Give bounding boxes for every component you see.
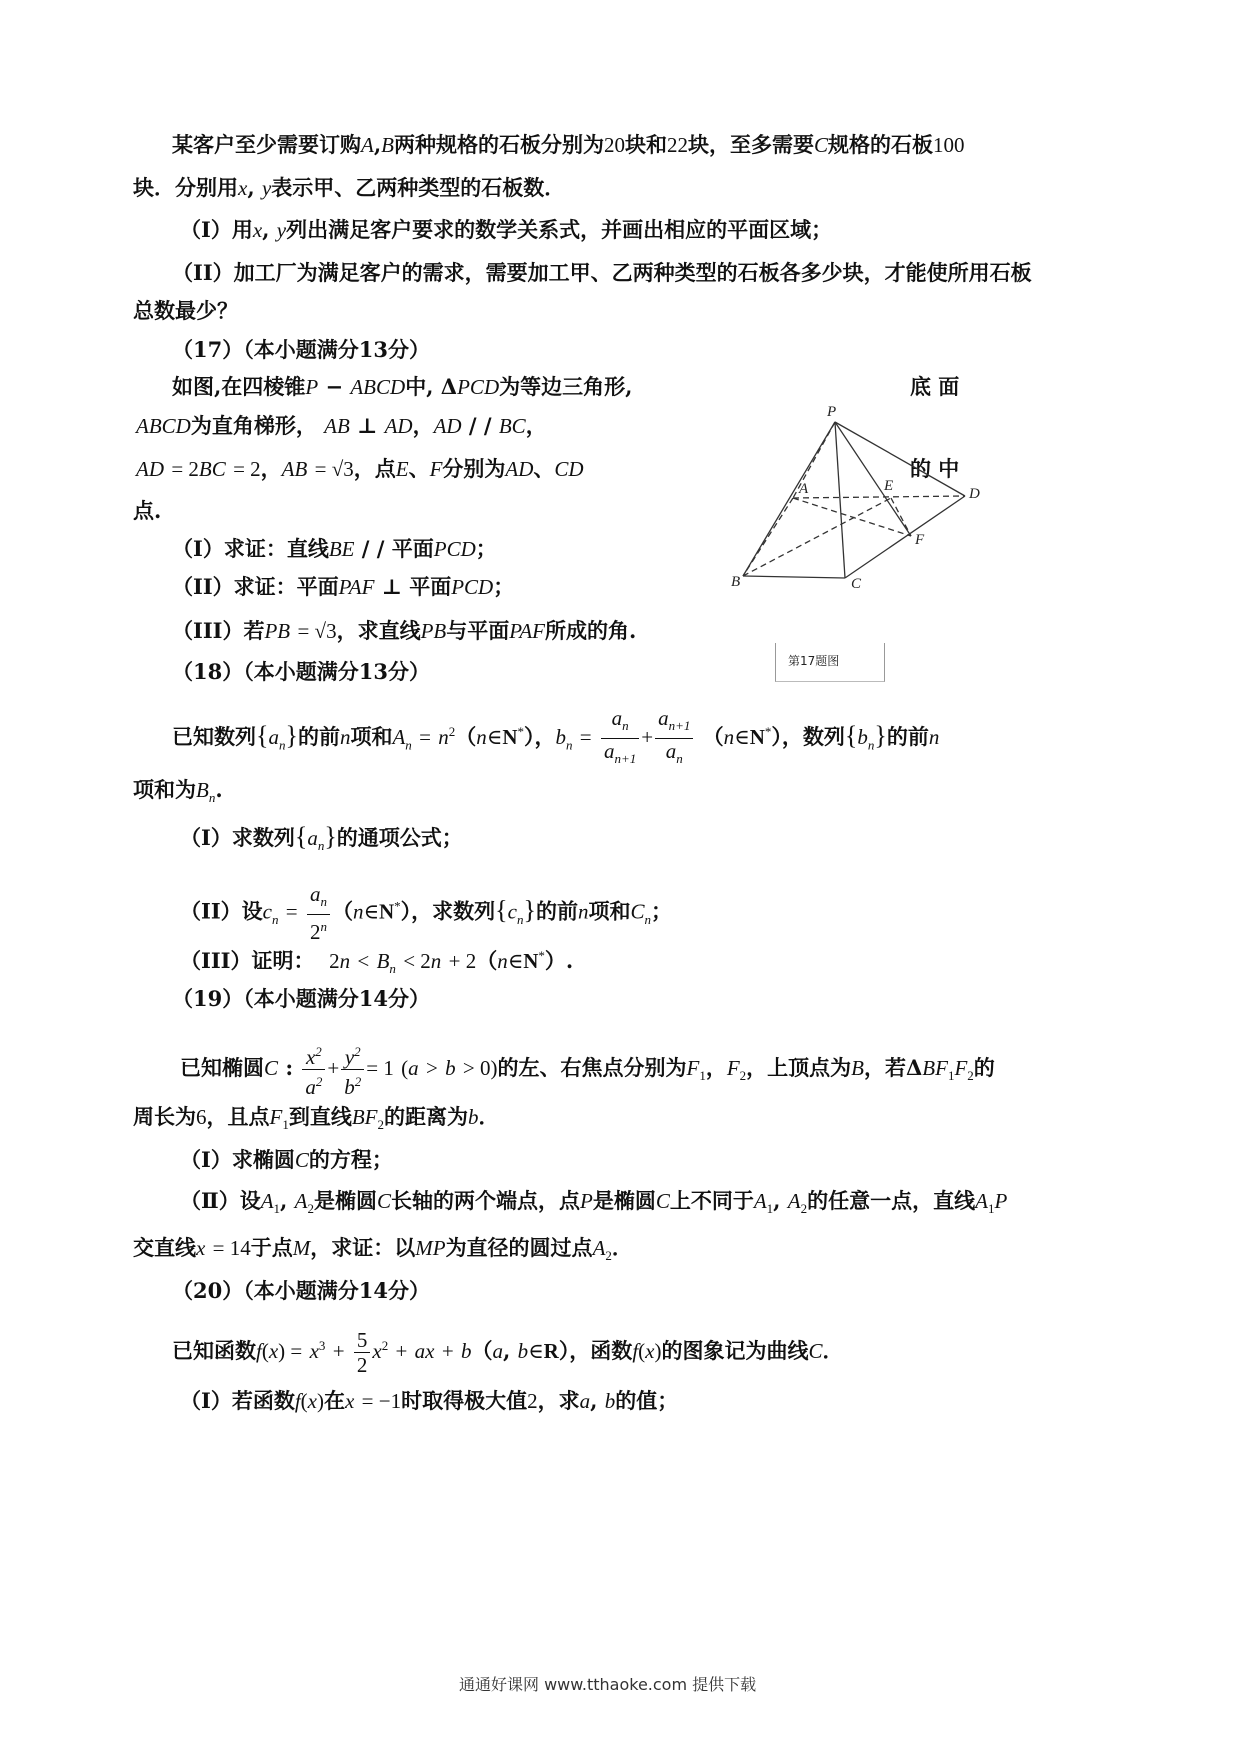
edge-PB [743, 422, 835, 576]
q17-line-3-right: 的 中 [910, 456, 960, 481]
frac-an1-over-an: $\frac{a_{n+1}}{a_n}$ [655, 706, 693, 771]
pyramid-diagram [715, 398, 1005, 658]
q20-line-1: 已知函数$f(x) = x^3$ + $\frac{5}{2}$ $x^2$ + ax + b（a, b∈R），函数f(x)的图象记为曲线C． [172, 1328, 844, 1377]
intro-part-1: （I）用x, y列出满足客户要求的数学关系式，并画出相应的平面区域； [180, 217, 833, 242]
label-B: B [731, 574, 741, 590]
frac-x2-a2: $\frac{x^2}{a^2}$ [302, 1040, 325, 1099]
edge-CD [845, 496, 965, 578]
q17-line-2: ABCD为直角梯形， AB ⊥ AD，AD / / BC， [136, 413, 547, 438]
q18-header: （18）（本小题满分13分） [172, 659, 430, 684]
edge-PF [835, 422, 911, 536]
frac-an-over-2n: $\frac{a_n}{2^n}$ [307, 882, 330, 944]
q19-part-1: （Ⅰ）求椭圆C的方程； [180, 1147, 393, 1172]
label-E: E [884, 478, 894, 494]
label-P: P [827, 404, 837, 420]
edge-PC [835, 422, 845, 578]
q17-line-3: AD = 2BC = 2，AB = √3，点E、F分别为AD、CD [136, 456, 584, 481]
edge-AF [793, 498, 911, 536]
q18-part-1: （I）求数列$\{a_n\}$的通项公式； [180, 822, 463, 854]
q17-part-3: （III）若PB = √3，求直线PB与平面PAF所成的角. [172, 618, 637, 643]
q17-line-1: 如图,在四棱锥P − ABCD中, ΔPCD为等边三角形, [172, 374, 633, 399]
frac-5-2: $\frac{5}{2}$ [354, 1328, 371, 1377]
edge-BC [743, 576, 845, 578]
intro-line-2: 块．分别用x, y表示甲、乙两种类型的石板数． [133, 175, 566, 200]
q17-line-1-right: 底 面 [910, 374, 960, 399]
label-A: A [799, 481, 809, 497]
frac-an-over-an1: $\frac{a_n}{a_{n+1}}$ [601, 706, 639, 771]
q18-part-2: （II）设$c_n$ = $\frac{a_n}{2^n}$ （n∈N*），求数列$\{c_n\}$的前n项和$C_n$； [180, 882, 672, 945]
intro-line-1: 某客户至少需要订购A,B两种规格的石板分别为20块和22块，至多需要C规格的石板100 [172, 132, 965, 157]
q20-part-1: （I）若函数f(x)在x = −1时取得极大值2，求a, b的值； [180, 1388, 679, 1413]
intro-part-2-line-1: （II）加工厂为满足客户的需求，需要加工甲、乙两种类型的石板各多少块，才能使所用石板 [172, 260, 1032, 285]
q17-line-4: 点. [133, 498, 162, 523]
label-D: D [969, 486, 980, 502]
edge-PD [835, 422, 965, 496]
q19-line-1: 已知椭圆C : $\frac{x^2}{a^2}$ + $\frac{y^2}{b^2}$ = 1 (a > b > 0)的左、右焦点分别为$F_1$，$F_2$，上顶点为B，若$\Delta BF_1F_2$的 [180, 1040, 995, 1099]
edge-EF [891, 498, 911, 536]
edge-BE [743, 498, 891, 576]
figure-caption: 第17题图 [788, 654, 840, 668]
q19-header: （19）（本小题满分14分） [172, 986, 430, 1011]
q17-part-2: （II）求证：平面PAF ⊥ 平面PCD； [172, 574, 515, 599]
label-C: C [851, 576, 862, 592]
frac-y2-b2: $\frac{y^2}{b^2}$ [341, 1040, 364, 1099]
q17-part-1: （I）求证：直线BE / / 平面PCD； [172, 536, 497, 561]
q19-part-2-line-2: 交直线x = 14于点M，求证：以MP为直径的圆过点$A_2$． [133, 1235, 633, 1264]
q19-part-2-line-1: （Ⅱ）设$A_1$, $A_2$是椭圆C长轴的两个端点，点P是椭圆C上不同于$A_1$, $A_2$的任意一点，直线$A_1P$ [180, 1188, 1008, 1217]
pyramid-figure [715, 398, 1005, 683]
label-F: F [915, 532, 925, 548]
q18-part-3: （III）证明： $2n < B_n < 2n$ + 2（n∈N*）. [180, 948, 574, 977]
q18-line-1: 已知数列$\{a_n\}$的前n项和$A_n$ = $n^2(n\in N^*)$，$b_n$ = $\frac{a_n}{a_{n+1}}$ + $\frac{a_{n+1}}{a_n}$ （n∈N*），数列$\{b_n\}$的前n [172, 706, 939, 771]
q18-line-2: 项和为$B_n$. [133, 777, 223, 806]
q19-line-2: 周长为6，且点$F_1$到直线$BF_2$的距离为b． [133, 1104, 500, 1133]
footer-credit: 通通好课网 www.tthaoke.com 提供下载 [459, 1675, 757, 1694]
edge-AD [793, 496, 965, 498]
q20-header: （20）（本小题满分14分） [172, 1278, 430, 1303]
q17-header: （17）（本小题满分13分） [172, 337, 430, 362]
intro-part-2-line-2: 总数最少？ [133, 298, 238, 323]
